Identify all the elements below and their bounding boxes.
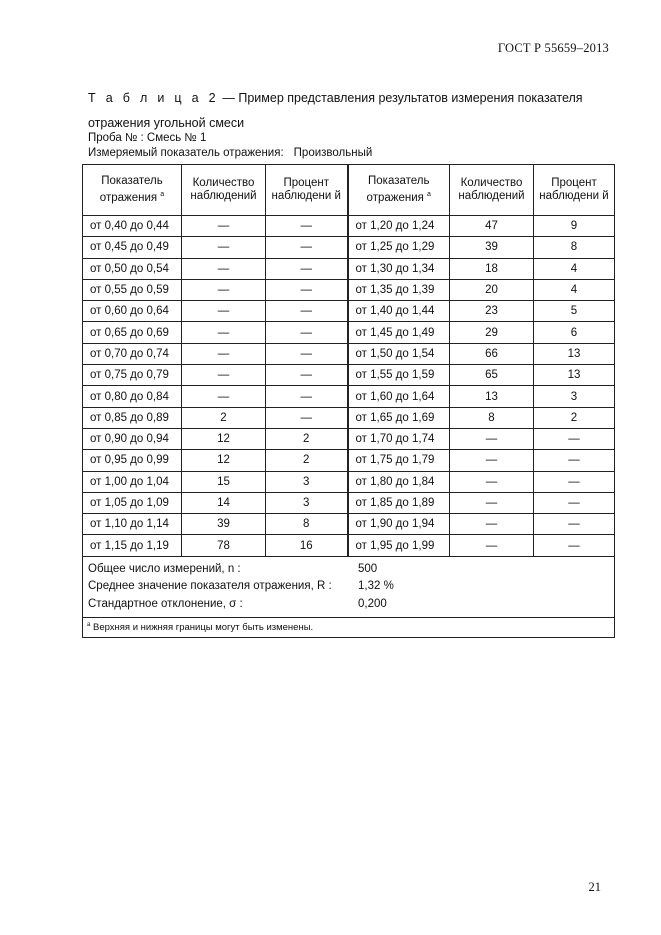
cell-range-right: от 1,20 до 1,24: [348, 216, 450, 237]
table-row: [83, 535, 615, 556]
table-row: [83, 471, 615, 492]
summary-stddev: Стандартное отклонение, σ : 0,200: [88, 597, 387, 610]
standard-designation: ГОСТ Р 55659–2013: [497, 41, 609, 55]
probe-info: [88, 131, 372, 161]
results-table: [82, 164, 615, 638]
cell-percent-right: 3: [534, 386, 615, 407]
cell-range-left: от 0,65 до 0,69: [83, 322, 182, 343]
cell-percent-right: —: [534, 492, 615, 513]
cell-percent-right: 13: [534, 365, 615, 386]
cell-range-left: от 0,70 до 0,74: [83, 343, 182, 364]
cell-range-right: от 1,65 до 1,69: [348, 407, 450, 428]
cell-count-left: 78: [182, 535, 266, 556]
header-range-1: Показатель отражения $^а$: [83, 165, 182, 216]
cell-range-left: от 0,40 до 0,44: [83, 216, 182, 237]
table-row: [83, 322, 615, 343]
cell-range-left: от 1,05 до 1,09: [83, 492, 182, 513]
header-percent-1: Процент наблюдени й: [266, 165, 348, 216]
cell-percent-left: 3: [266, 492, 348, 513]
indicator-label: Измеряемый показатель отражения:: [88, 147, 284, 159]
cell-count-left: —: [182, 322, 266, 343]
cell-range-left: от 0,75 до 0,79: [83, 365, 182, 386]
cell-range-right: от 1,40 до 1,44: [348, 301, 450, 322]
footnote-row: [83, 618, 615, 638]
cell-count-left: 15: [182, 471, 266, 492]
table-row: [83, 279, 615, 300]
cell-percent-right: 4: [534, 279, 615, 300]
cell-range-left: от 1,15 до 1,19: [83, 535, 182, 556]
cell-count-right: —: [450, 535, 534, 556]
cell-percent-left: 2: [266, 428, 348, 449]
table-row: [83, 365, 615, 386]
table-row: [83, 237, 615, 258]
cell-range-right: от 1,50 до 1,54: [348, 343, 450, 364]
cell-count-right: 18: [450, 258, 534, 279]
cell-count-left: —: [182, 365, 266, 386]
cell-range-left: от 0,85 до 0,89: [83, 407, 182, 428]
table-row: [83, 386, 615, 407]
cell-range-left: от 0,45 до 0,49: [83, 237, 182, 258]
summary-total: Общее число измерений, n : 500: [88, 562, 378, 575]
cell-percent-left: —: [266, 386, 348, 407]
summary-row: [83, 556, 615, 618]
cell-count-right: 23: [450, 301, 534, 322]
cell-percent-right: —: [534, 471, 615, 492]
cell-percent-left: —: [266, 343, 348, 364]
page-number: 21: [588, 880, 601, 894]
cell-percent-right: 13: [534, 343, 615, 364]
cell-range-left: от 0,60 до 0,64: [83, 301, 182, 322]
cell-count-left: —: [182, 237, 266, 258]
table-caption-text: — Пример представления результатов измерения показателя: [218, 91, 583, 105]
cell-count-right: 8: [450, 407, 534, 428]
probe-line: Проба № : Смесь № 1: [88, 132, 207, 144]
cell-range-right: от 1,35 до 1,39: [348, 279, 450, 300]
cell-range-left: от 1,00 до 1,04: [83, 471, 182, 492]
table-caption: [88, 86, 608, 136]
cell-count-left: —: [182, 343, 266, 364]
cell-percent-right: 6: [534, 322, 615, 343]
header-percent-2: Процент наблюдени й: [534, 165, 615, 216]
cell-count-left: 14: [182, 492, 266, 513]
header-count-2: Количество наблюдений: [450, 165, 534, 216]
cell-count-left: —: [182, 279, 266, 300]
table-header-row: [83, 165, 615, 216]
cell-count-left: —: [182, 258, 266, 279]
table-caption-line2: отражения угольной смеси: [88, 116, 245, 130]
header-count-1: Количество наблюдений: [182, 165, 266, 216]
cell-percent-left: —: [266, 301, 348, 322]
footnote: $^а$ Верхняя и нижняя границы могут быть изменены.: [83, 618, 615, 638]
cell-count-left: 39: [182, 514, 266, 535]
cell-range-right: от 1,85 до 1,89: [348, 492, 450, 513]
cell-count-right: —: [450, 471, 534, 492]
header-range-2: Показатель отражения $^а$: [348, 165, 450, 216]
indicator-value: Произвольный: [293, 147, 373, 159]
cell-percent-left: —: [266, 216, 348, 237]
table-caption-label: Т а б л и ц а 2: [88, 91, 219, 105]
cell-percent-right: —: [534, 535, 615, 556]
indicator-line: [88, 146, 372, 161]
cell-range-right: от 1,55 до 1,59: [348, 365, 450, 386]
cell-count-right: —: [450, 428, 534, 449]
cell-percent-left: 2: [266, 450, 348, 471]
cell-range-left: от 1,10 до 1,14: [83, 514, 182, 535]
cell-count-right: —: [450, 514, 534, 535]
summary-cell: [83, 556, 615, 618]
cell-percent-left: —: [266, 237, 348, 258]
cell-count-right: 65: [450, 365, 534, 386]
summary-mean: Среднее значение показателя отражения, R : 1,32 %: [88, 580, 394, 593]
cell-percent-left: —: [266, 322, 348, 343]
cell-percent-right: —: [534, 428, 615, 449]
table-row: [83, 450, 615, 471]
cell-count-left: 12: [182, 450, 266, 471]
cell-percent-left: —: [266, 365, 348, 386]
cell-range-right: от 1,75 до 1,79: [348, 450, 450, 471]
cell-percent-left: 3: [266, 471, 348, 492]
cell-range-right: от 1,70 до 1,74: [348, 428, 450, 449]
cell-percent-right: 4: [534, 258, 615, 279]
cell-count-right: 29: [450, 322, 534, 343]
cell-range-right: от 1,25 до 1,29: [348, 237, 450, 258]
cell-range-right: от 1,80 до 1,84: [348, 471, 450, 492]
table-row: [83, 428, 615, 449]
cell-percent-right: 2: [534, 407, 615, 428]
cell-percent-left: 8: [266, 514, 348, 535]
cell-percent-right: 5: [534, 301, 615, 322]
cell-count-right: 20: [450, 279, 534, 300]
cell-count-left: 12: [182, 428, 266, 449]
table-row: [83, 407, 615, 428]
cell-range-left: от 0,95 до 0,99: [83, 450, 182, 471]
cell-count-left: —: [182, 301, 266, 322]
cell-percent-left: —: [266, 407, 348, 428]
cell-count-left: —: [182, 216, 266, 237]
cell-range-left: от 0,50 до 0,54: [83, 258, 182, 279]
table-row: [83, 216, 615, 237]
cell-range-left: от 0,80 до 0,84: [83, 386, 182, 407]
cell-percent-left: —: [266, 279, 348, 300]
cell-percent-left: —: [266, 258, 348, 279]
cell-range-right: от 1,95 до 1,99: [348, 535, 450, 556]
cell-count-right: 13: [450, 386, 534, 407]
cell-count-left: —: [182, 386, 266, 407]
cell-range-left: от 0,55 до 0,59: [83, 279, 182, 300]
cell-percent-right: —: [534, 450, 615, 471]
cell-percent-right: 9: [534, 216, 615, 237]
cell-range-left: от 0,90 до 0,94: [83, 428, 182, 449]
cell-count-right: 66: [450, 343, 534, 364]
cell-range-right: от 1,90 до 1,94: [348, 514, 450, 535]
table-row: [83, 343, 615, 364]
cell-percent-right: 8: [534, 237, 615, 258]
cell-count-left: 2: [182, 407, 266, 428]
cell-count-right: —: [450, 450, 534, 471]
table-row: [83, 258, 615, 279]
cell-range-right: от 1,60 до 1,64: [348, 386, 450, 407]
cell-count-right: 39: [450, 237, 534, 258]
cell-range-right: от 1,45 до 1,49: [348, 322, 450, 343]
cell-percent-left: 16: [266, 535, 348, 556]
table-row: [83, 492, 615, 513]
cell-range-right: от 1,30 до 1,34: [348, 258, 450, 279]
cell-count-right: —: [450, 492, 534, 513]
cell-count-right: 47: [450, 216, 534, 237]
table-row: [83, 301, 615, 322]
table-row: [83, 514, 615, 535]
cell-percent-right: —: [534, 514, 615, 535]
